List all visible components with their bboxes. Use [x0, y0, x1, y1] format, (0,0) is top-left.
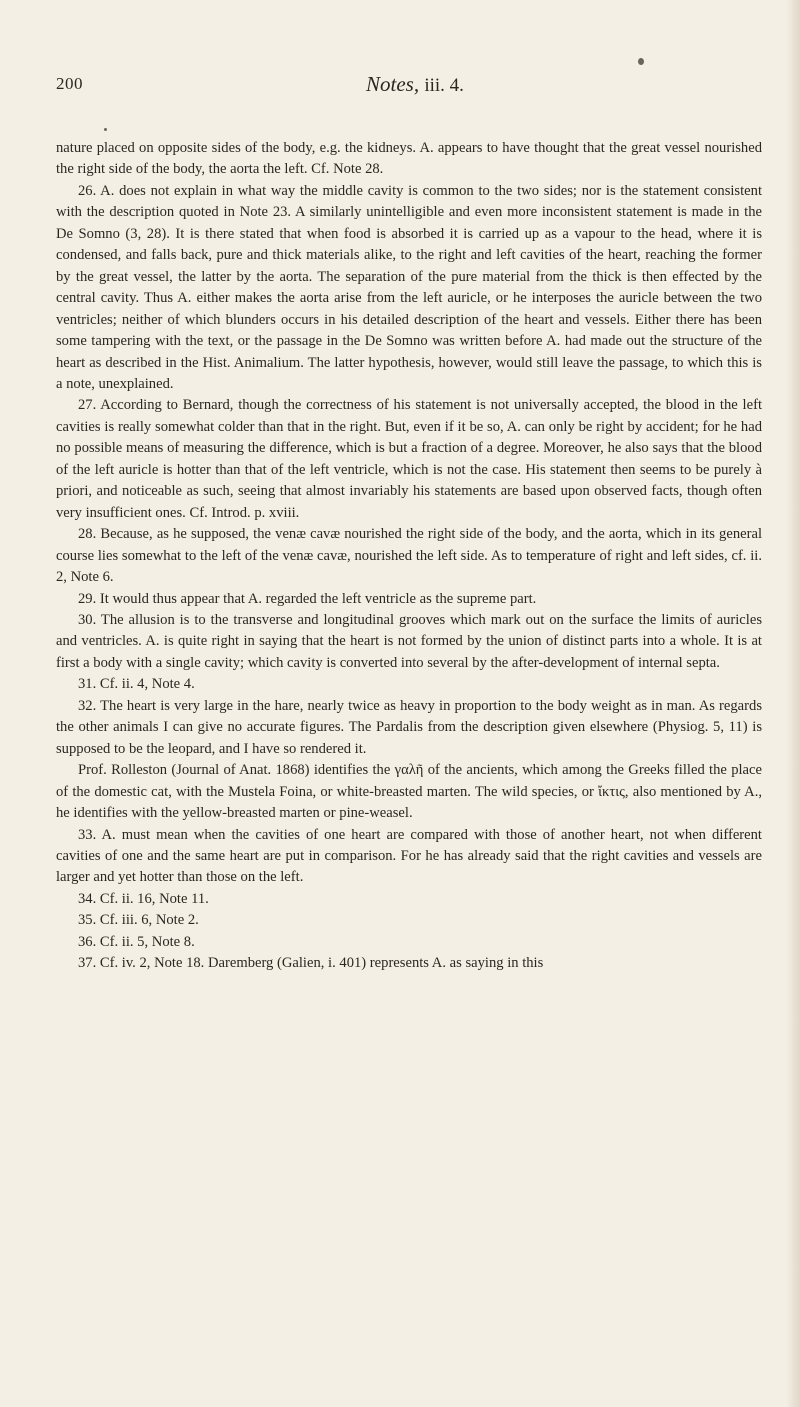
note-32: 32. The heart is very large in the hare, nearly twice as heavy in proportion to the body weight as in man. As regards the other animals I can give no accurate figures. The Pardalis from the description given elsewhere (Physiog. 5, 11) is supposed to be the leopard, and I have so rendered it.: [56, 697, 762, 757]
page-number: 200: [56, 74, 83, 93]
running-title: [366, 72, 464, 97]
note-37: 37. Cf. iv. 2, Note 18. Daremberg (Galien, i. 401) represents A. as saying in this: [78, 955, 544, 972]
note-32-continued: Prof. Rolleston (Journal of Anat. 1868) identifies the γαλῆ of the ancients, which among the Greeks filled the place of the domestic cat, with the Mustela Foina, or white-breasted marten. The wild species, or ἴκτις, also mentioned by A., he identifies with the yellow-breasted marten or pine-weasel.: [56, 762, 762, 822]
page-edge-shadow: [786, 0, 800, 1407]
note-28: 28. Because, as he supposed, the venæ cavæ nourished the right side of the body, and the aorta, which in its general course lies somewhat to the left of the venæ cavæ, nourished the left side. As to temperature of right and left sides, cf. ii. 2, Note 6.: [56, 526, 762, 586]
note-26: 26. A. does not explain in what way the middle cavity is common to the two sides; nor is the statement consistent with the description quoted in Note 23. A similarly unintelligible and even more inconsistent statement is made in the De Somno (3, 28). It is there stated that when food is absorbed it is carried up as a vapour to the head, where it is condensed, and falls back, pure and thick materials alike, to the right and left cavities of the heart, reaching the former by the great vessel, the latter by the aorta. The separation of the pure material from the thick is then effected by the central cavity. Thus A. either makes the aorta arise from the left auricle, or he interposes the auricle between the two ventricles; neither of which blunders occurs in his detailed description of the heart and vessels. Either there has been some tampering with the text, or the passage in the De Somno was written before A. had made out the structure of the heart as described in the Hist. Animalium. The latter hypothesis, however, would still leave the passage, to which this is a note, unexplained.: [56, 182, 762, 392]
notes-body: [56, 138, 762, 975]
running-title-text: Notes,: [366, 72, 420, 96]
note-continuation: nature placed on opposite sides of the body, e.g. the kidneys. A. appears to have thought that the great vessel nourished the right side of the body, the aorta the left. Cf. Note 28.: [56, 140, 762, 178]
note-33: 33. A. must mean when the cavities of one heart are compared with those of another heart, not when different cavities of one and the same heart are put in comparison. For he has already said that the right cavities and vessels are larger and yet hotter than those on the left.: [56, 826, 762, 886]
note-27: 27. According to Bernard, though the correctness of his statement is not universally accepted, the blood in the left cavities is really somewhat colder than that in the right. But, even if it be so, A. can only be right by accident; for he had no possible means of measuring the difference, which is but a fraction of a degree. Moreover, he also says that the blood of the left auricle is hotter than that of the left ventricle, which is not the case. His statement then seems to be purely à priori, and noticeable as such, seeing that almost invariably his statements are based upon observed facts, though often very insufficient ones. Cf. Introd. p. xviii.: [56, 397, 762, 521]
ink-speck: [104, 128, 107, 131]
running-reference: iii. 4.: [424, 75, 464, 96]
note-36: 36. Cf. ii. 5, Note 8.: [78, 933, 195, 950]
note-35: 35. Cf. iii. 6, Note 2.: [78, 912, 199, 929]
ink-speck: [638, 58, 644, 65]
note-31: 31. Cf. ii. 4, Note 4.: [78, 676, 195, 693]
note-34: 34. Cf. ii. 16, Note 11.: [78, 890, 209, 907]
note-29: 29. It would thus appear that A. regarded the left ventricle as the supreme part.: [78, 590, 537, 607]
page-header: [56, 74, 756, 104]
note-30: 30. The allusion is to the transverse and longitudinal grooves which mark out on the surface the limits of auricles and ventricles. A. is quite right in saying that the heart is not formed by the union of distinct parts into a whole. It is at first a body with a single cavity; which cavity is converted into several by the after-development of internal septa.: [56, 611, 762, 671]
